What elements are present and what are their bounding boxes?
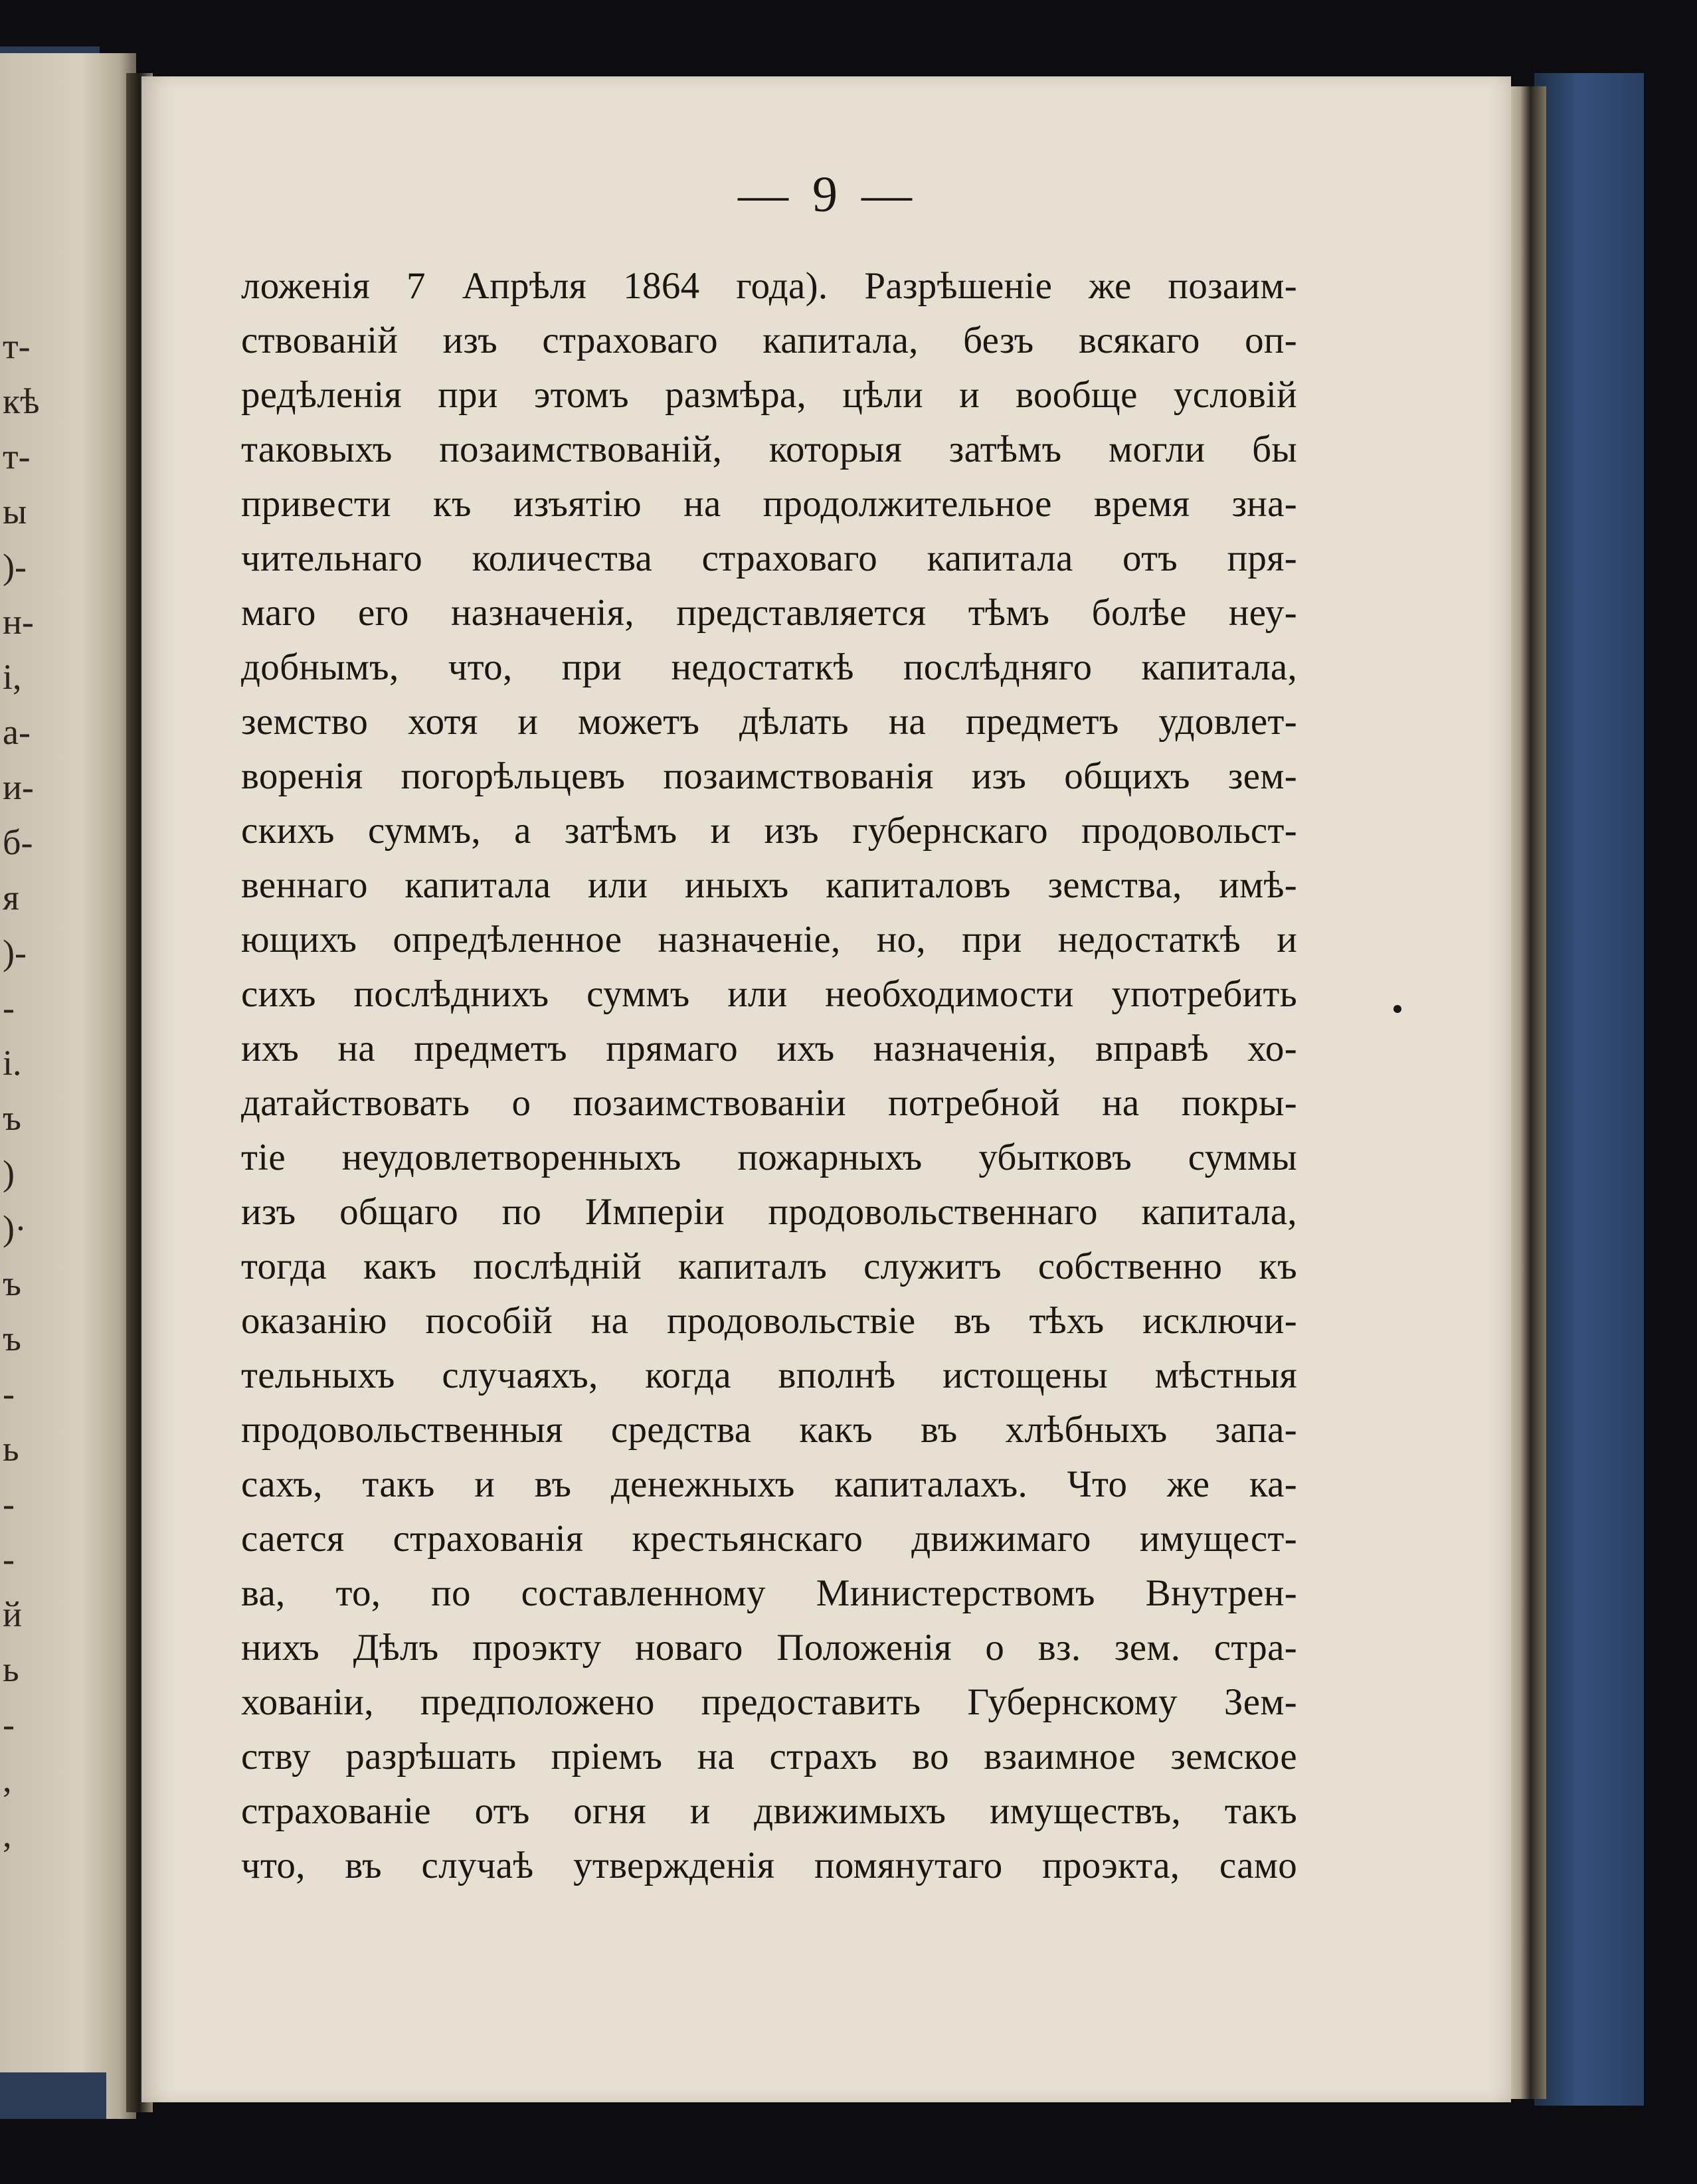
left-page-fragment: - (3, 1374, 15, 1413)
left-page-fragment: - (3, 988, 15, 1028)
text-line: тогда какъ послѣдній капиталъ служитъ собственно къ (241, 1245, 1297, 1287)
left-page-fragment: ы (3, 492, 27, 531)
left-page-fragment: ь (3, 1649, 19, 1689)
text-line: маго его назначенія, представляется тѣмъ болѣе неу- (241, 592, 1297, 634)
text-line: ложенія 7 Апрѣля 1864 года). Разрѣшеніе же позаим- (241, 265, 1297, 307)
text-line: тельныхъ случаяхъ, когда вполнѣ истощены мѣстныя (241, 1354, 1297, 1396)
text-line: нихъ Дѣлъ проэкту новаго Положенія о вз. зем. стра- (241, 1627, 1297, 1669)
left-page-fragment: , (3, 1815, 12, 1855)
left-page-text-fragments (3, 319, 43, 1863)
left-page-fragment: ъ (3, 1319, 21, 1358)
left-page-fragment: ъ (3, 1098, 21, 1138)
body-text (241, 259, 1297, 1893)
book-page (141, 76, 1511, 2102)
left-page-fragment: - (3, 1484, 15, 1524)
left-page-fragment: н- (3, 602, 34, 642)
text-line: чительнаго количества страховаго капитала отъ пря- (241, 537, 1297, 579)
left-page-fragment: ) (3, 1153, 15, 1193)
left-page-fragment: т- (3, 326, 31, 366)
text-line: земство хотя и можетъ дѣлать на предметъ удовлет- (241, 701, 1297, 743)
page-number-dash-right: — (861, 167, 915, 223)
left-page-fragment: , (3, 1760, 12, 1799)
left-facing-page (0, 53, 136, 2119)
text-line: воренія погорѣльцевъ позаимствованія изъ общихъ зем- (241, 755, 1297, 797)
left-cover-bottom (0, 2072, 106, 2119)
left-page-fragment: )- (3, 547, 27, 587)
left-page-fragment: т- (3, 436, 31, 476)
text-line: ству разрѣшать пріемъ на страхъ во взаимное земское (241, 1736, 1297, 1777)
text-line: сается страхованія крестьянскаго движимаго имущест- (241, 1518, 1297, 1560)
text-line: хованіи, предположено предоставить Губернскому Зем- (241, 1681, 1297, 1723)
text-line: редѣленія при этомъ размѣра, цѣли и вообще условій (241, 374, 1297, 416)
page-number: 9 (812, 167, 840, 223)
left-page-fragment: б- (3, 822, 33, 862)
right-cover (1534, 73, 1644, 2106)
left-page-fragment: )· (3, 1208, 27, 1248)
page-number-header (141, 166, 1511, 224)
left-page-fragment: ъ (3, 1263, 21, 1303)
text-line: оказанію пособій на продовольствіе въ тѣхъ исключи- (241, 1300, 1297, 1342)
left-page-fragment: )- (3, 933, 27, 972)
text-line: ющихъ опредѣленное назначеніе, но, при недостаткѣ и (241, 919, 1297, 960)
text-line: таковыхъ позаимствованій, которыя затѣмъ могли бы (241, 428, 1297, 470)
left-page-fragment: ь (3, 1429, 19, 1469)
text-line: изъ общаго по Имперіи продовольственнаго капитала, (241, 1191, 1297, 1233)
text-line: веннаго капитала или иныхъ капиталовъ земства, имѣ- (241, 864, 1297, 906)
left-page-fragment: й (3, 1594, 22, 1634)
text-line: тіе неудовлетворенныхъ пожарныхъ убытковъ суммы (241, 1137, 1297, 1178)
left-page-fragment: а- (3, 712, 31, 752)
right-page-edges (1506, 86, 1546, 2099)
left-page-fragment: і, (3, 657, 22, 697)
text-line: сихъ послѣднихъ суммъ или необходимости употребить (241, 973, 1297, 1015)
text-line: ствованій изъ страховаго капитала, безъ всякаго оп- (241, 319, 1297, 361)
page-number-dash-left: — (738, 167, 791, 223)
left-page-fragment: кѣ (3, 381, 40, 421)
text-line: добнымъ, что, при недостаткѣ послѣдняго капитала, (241, 646, 1297, 688)
left-page-fragment: - (3, 1704, 15, 1744)
text-line: продовольственныя средства какъ въ хлѣбныхъ запа- (241, 1409, 1297, 1451)
left-page-fragment: и- (3, 767, 34, 807)
left-page-fragment: і. (3, 1043, 22, 1083)
text-line: что, въ случаѣ утвержденія помянутаго проэкта, само (241, 1845, 1297, 1886)
text-line: страхованіе отъ огня и движимыхъ имуществъ, такъ (241, 1790, 1297, 1832)
text-line: ва, то, по составленному Министерствомъ Внутрен- (241, 1572, 1297, 1614)
left-page-fragment: - (3, 1539, 15, 1579)
ink-speck (1393, 1005, 1401, 1013)
text-line: ихъ на предметъ прямаго ихъ назначенія, вправѣ хо- (241, 1028, 1297, 1069)
text-line: сахъ, такъ и въ денежныхъ капиталахъ. Что же ка- (241, 1463, 1297, 1505)
text-line: привести къ изъятію на продолжительное время зна- (241, 483, 1297, 525)
text-line: датайствовать о позаимствованіи потребной на покры- (241, 1082, 1297, 1124)
text-line: скихъ суммъ, а затѣмъ и изъ губернскаго продовольст- (241, 810, 1297, 852)
left-page-fragment: я (3, 877, 19, 917)
